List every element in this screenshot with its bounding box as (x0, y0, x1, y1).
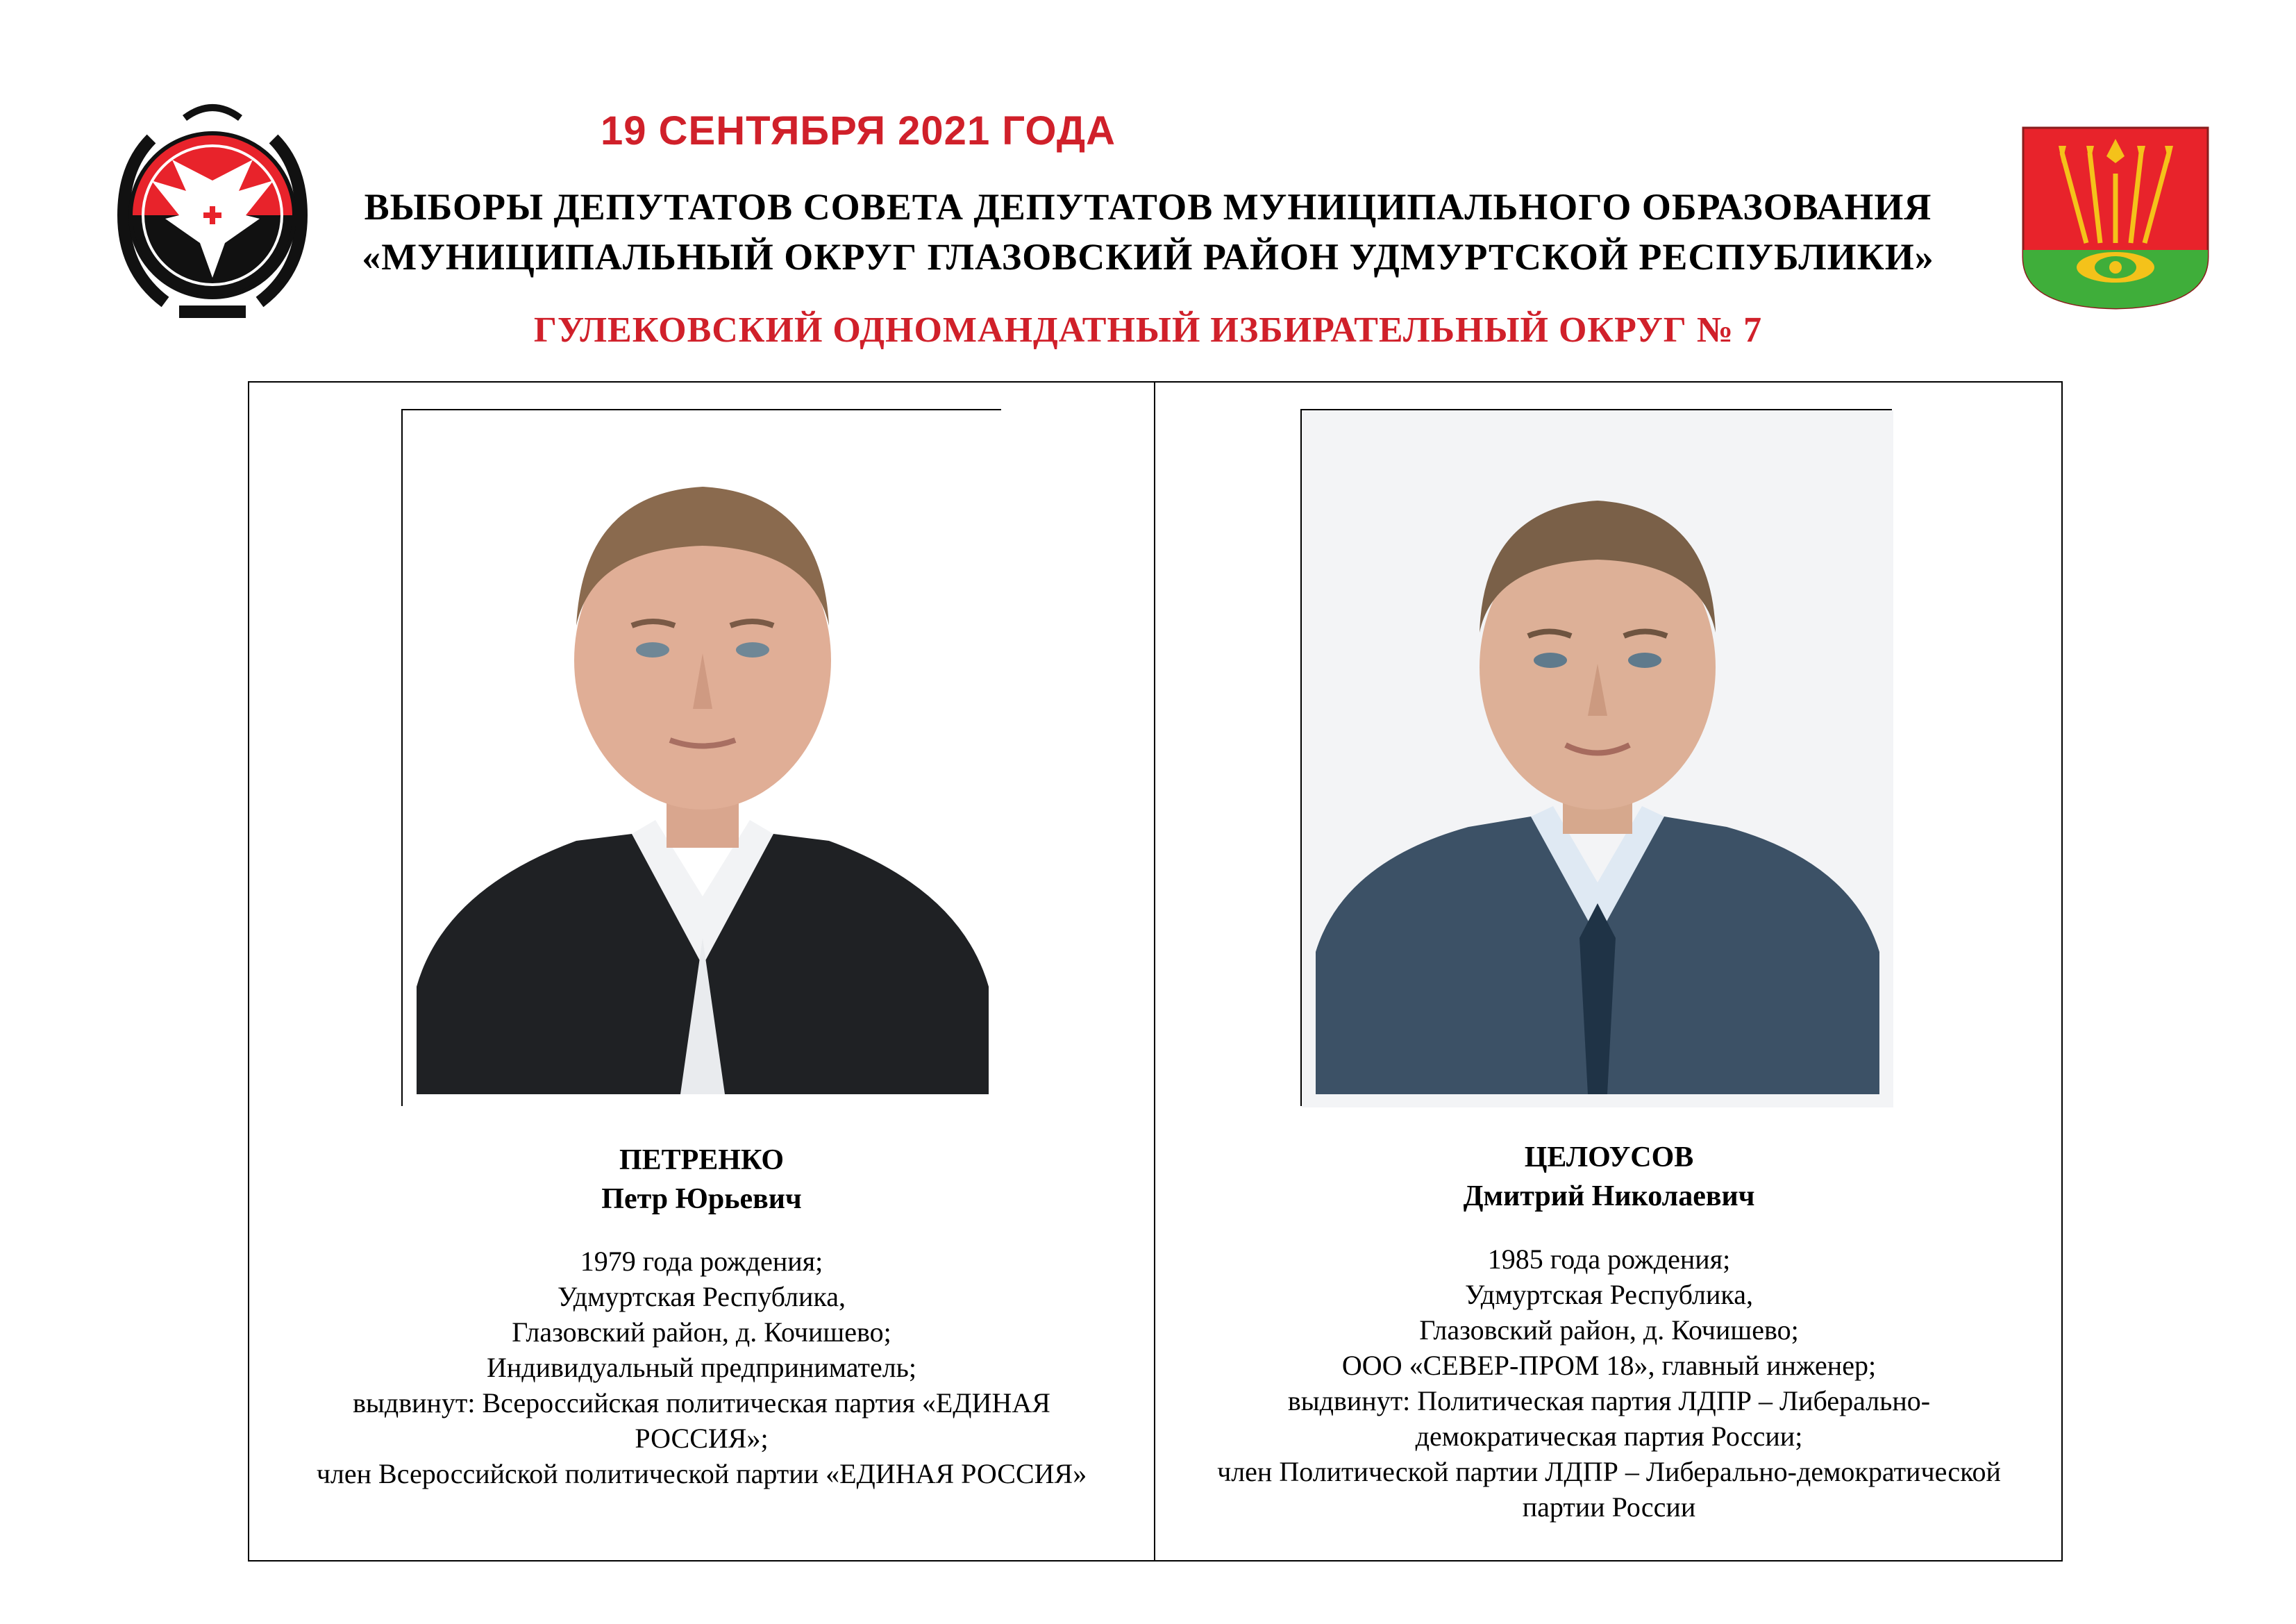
election-date: 19 СЕНТЯБРЯ 2021 ГОДА (601, 108, 1116, 153)
bio-line: партии России (1522, 1491, 1696, 1523)
bio-line: Глазовский район, д. Кочишево; (1419, 1314, 1799, 1346)
candidate-name-2 (1155, 1138, 2063, 1216)
candidates-table (248, 381, 2063, 1562)
candidate-bio-2 (1155, 1241, 2063, 1525)
bio-line: Удмуртская Республика, (1465, 1279, 1753, 1310)
candidate-bio-1 (249, 1244, 1154, 1491)
candidate-name-1 (249, 1141, 1154, 1219)
bio-line: ООО «СЕВЕР-ПРОМ 18», главный инженер; (1341, 1350, 1877, 1381)
bio-line: выдвинут: Всероссийская политическая партия «ЕДИНАЯ (353, 1387, 1050, 1418)
election-title-line2: «МУНИЦИПАЛЬНЫЙ ОКРУГ ГЛАЗОВСКИЙ РАЙОН УДМУРТСКОЙ РЕСПУБЛИКИ» (362, 236, 1934, 278)
bio-line: Индивидуальный предприниматель; (486, 1352, 917, 1383)
bio-line: РОССИЯ»; (635, 1423, 769, 1454)
glazov-coat-of-arms (2020, 125, 2211, 311)
bio-line: Удмуртская Республика, (558, 1281, 846, 1312)
election-title (0, 182, 2296, 282)
bio-line: член Политической партии ЛДПР – Либерально-демократической (1217, 1456, 2001, 1487)
bio-line: демократическая партия России; (1415, 1421, 1803, 1452)
candidate-given-name-1: Петр Юрьевич (601, 1183, 802, 1215)
bio-line: член Всероссийской политической партии «ЕДИНАЯ РОССИЯ» (316, 1458, 1087, 1489)
candidate-surname-2: ЦЕЛОУСОВ (1524, 1141, 1694, 1173)
portrait-illustration-1 (403, 410, 1003, 1107)
candidate-photo-1 (401, 409, 1001, 1106)
bio-line: 1985 года рождения; (1487, 1244, 1731, 1275)
election-title-line1: ВЫБОРЫ ДЕПУТАТОВ СОВЕТА ДЕПУТАТОВ МУНИЦИПАЛЬНОГО ОБРАЗОВАНИЯ (364, 186, 1932, 228)
district-title: ГУЛЕКОВСКИЙ ОДНОМАНДАТНЫЙ ИЗБИРАТЕЛЬНЫЙ ОКРУГ № 7 (533, 310, 1763, 350)
candidate-given-name-2: Дмитрий Николаевич (1463, 1180, 1755, 1212)
candidate-photo-2 (1300, 409, 1892, 1106)
bio-line: выдвинут: Политическая партия ЛДПР – Либерально- (1287, 1385, 1931, 1416)
candidate-surname-1: ПЕТРЕНКО (619, 1144, 785, 1176)
bio-line: 1979 года рождения; (580, 1246, 823, 1277)
bio-line: Глазовский район, д. Кочишево; (512, 1316, 891, 1348)
portrait-illustration-2 (1302, 410, 1893, 1107)
